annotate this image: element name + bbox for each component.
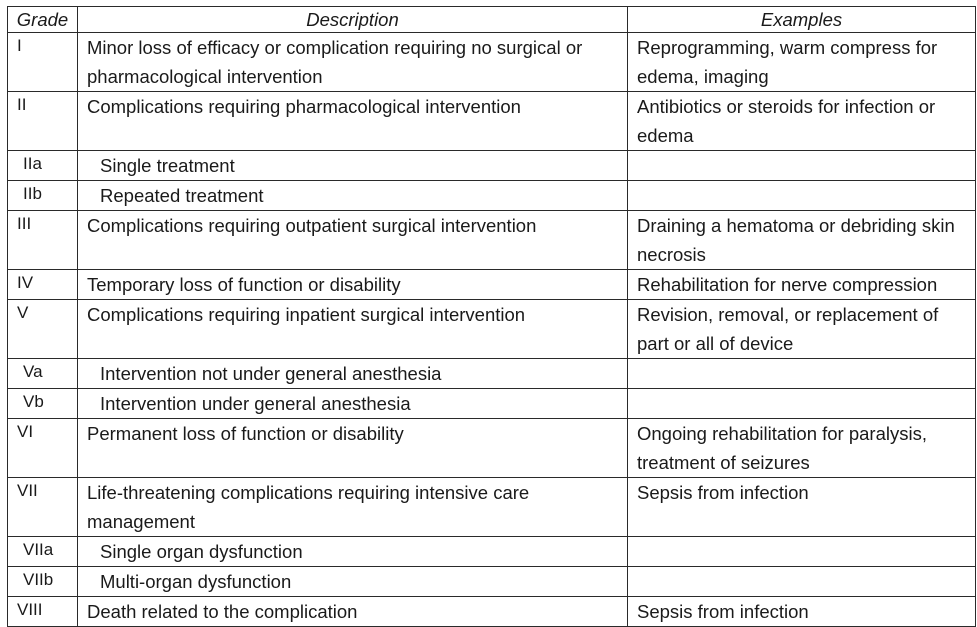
examples-cell: Rehabilitation for nerve compression [628,270,976,300]
examples-cell: Ongoing rehabilitation for paralysis, treatment of seizures [628,419,976,478]
table-row [8,537,976,567]
table-row [8,33,976,92]
header-examples: Examples [628,7,976,33]
header-row [8,7,976,33]
description-cell: Single treatment [78,151,628,181]
grade-cell: III [8,211,78,270]
table-row [8,478,976,537]
table-row [8,597,976,627]
table-row [8,181,976,211]
description-cell: Death related to the complication [78,597,628,627]
header-description: Description [78,7,628,33]
examples-cell: Reprogramming, warm compress for edema, imaging [628,33,976,92]
examples-cell: Revision, removal, or replacement of part or all of device [628,300,976,359]
description-cell: Temporary loss of function or disability [78,270,628,300]
grade-cell: V [8,300,78,359]
grade-cell: I [8,33,78,92]
examples-cell [628,359,976,389]
complication-grading-table [7,6,976,627]
description-cell: Complications requiring outpatient surgical intervention [78,211,628,270]
table-row [8,389,976,419]
description-cell: Complications requiring pharmacological intervention [78,92,628,151]
table-row [8,151,976,181]
grade-cell: VIIa [8,537,78,567]
examples-cell: Sepsis from infection [628,478,976,537]
table-row [8,359,976,389]
description-cell: Permanent loss of function or disability [78,419,628,478]
table-row [8,419,976,478]
grade-cell: II [8,92,78,151]
description-cell: Repeated treatment [78,181,628,211]
grade-cell: VIIb [8,567,78,597]
examples-cell: Antibiotics or steroids for infection or edema [628,92,976,151]
examples-cell [628,151,976,181]
grade-cell: Va [8,359,78,389]
table-row [8,270,976,300]
examples-cell [628,537,976,567]
description-cell: Multi-organ dysfunction [78,567,628,597]
grade-cell: Vb [8,389,78,419]
header-grade: Grade [8,7,78,33]
grade-cell: IIb [8,181,78,211]
examples-cell: Sepsis from infection [628,597,976,627]
description-cell: Single organ dysfunction [78,537,628,567]
grade-cell: IV [8,270,78,300]
description-cell: Minor loss of efficacy or complication requiring no surgical or pharmacological intervention [78,33,628,92]
grade-cell: IIa [8,151,78,181]
grade-cell: VI [8,419,78,478]
examples-cell [628,567,976,597]
description-cell: Complications requiring inpatient surgical intervention [78,300,628,359]
description-cell: Intervention not under general anesthesia [78,359,628,389]
table-row [8,211,976,270]
examples-cell: Draining a hematoma or debriding skin necrosis [628,211,976,270]
grade-cell: VII [8,478,78,537]
examples-cell [628,181,976,211]
description-cell: Life-threatening complications requiring intensive care management [78,478,628,537]
table-row [8,567,976,597]
examples-cell [628,389,976,419]
table-row [8,300,976,359]
description-cell: Intervention under general anesthesia [78,389,628,419]
table-row [8,92,976,151]
grade-cell: VIII [8,597,78,627]
